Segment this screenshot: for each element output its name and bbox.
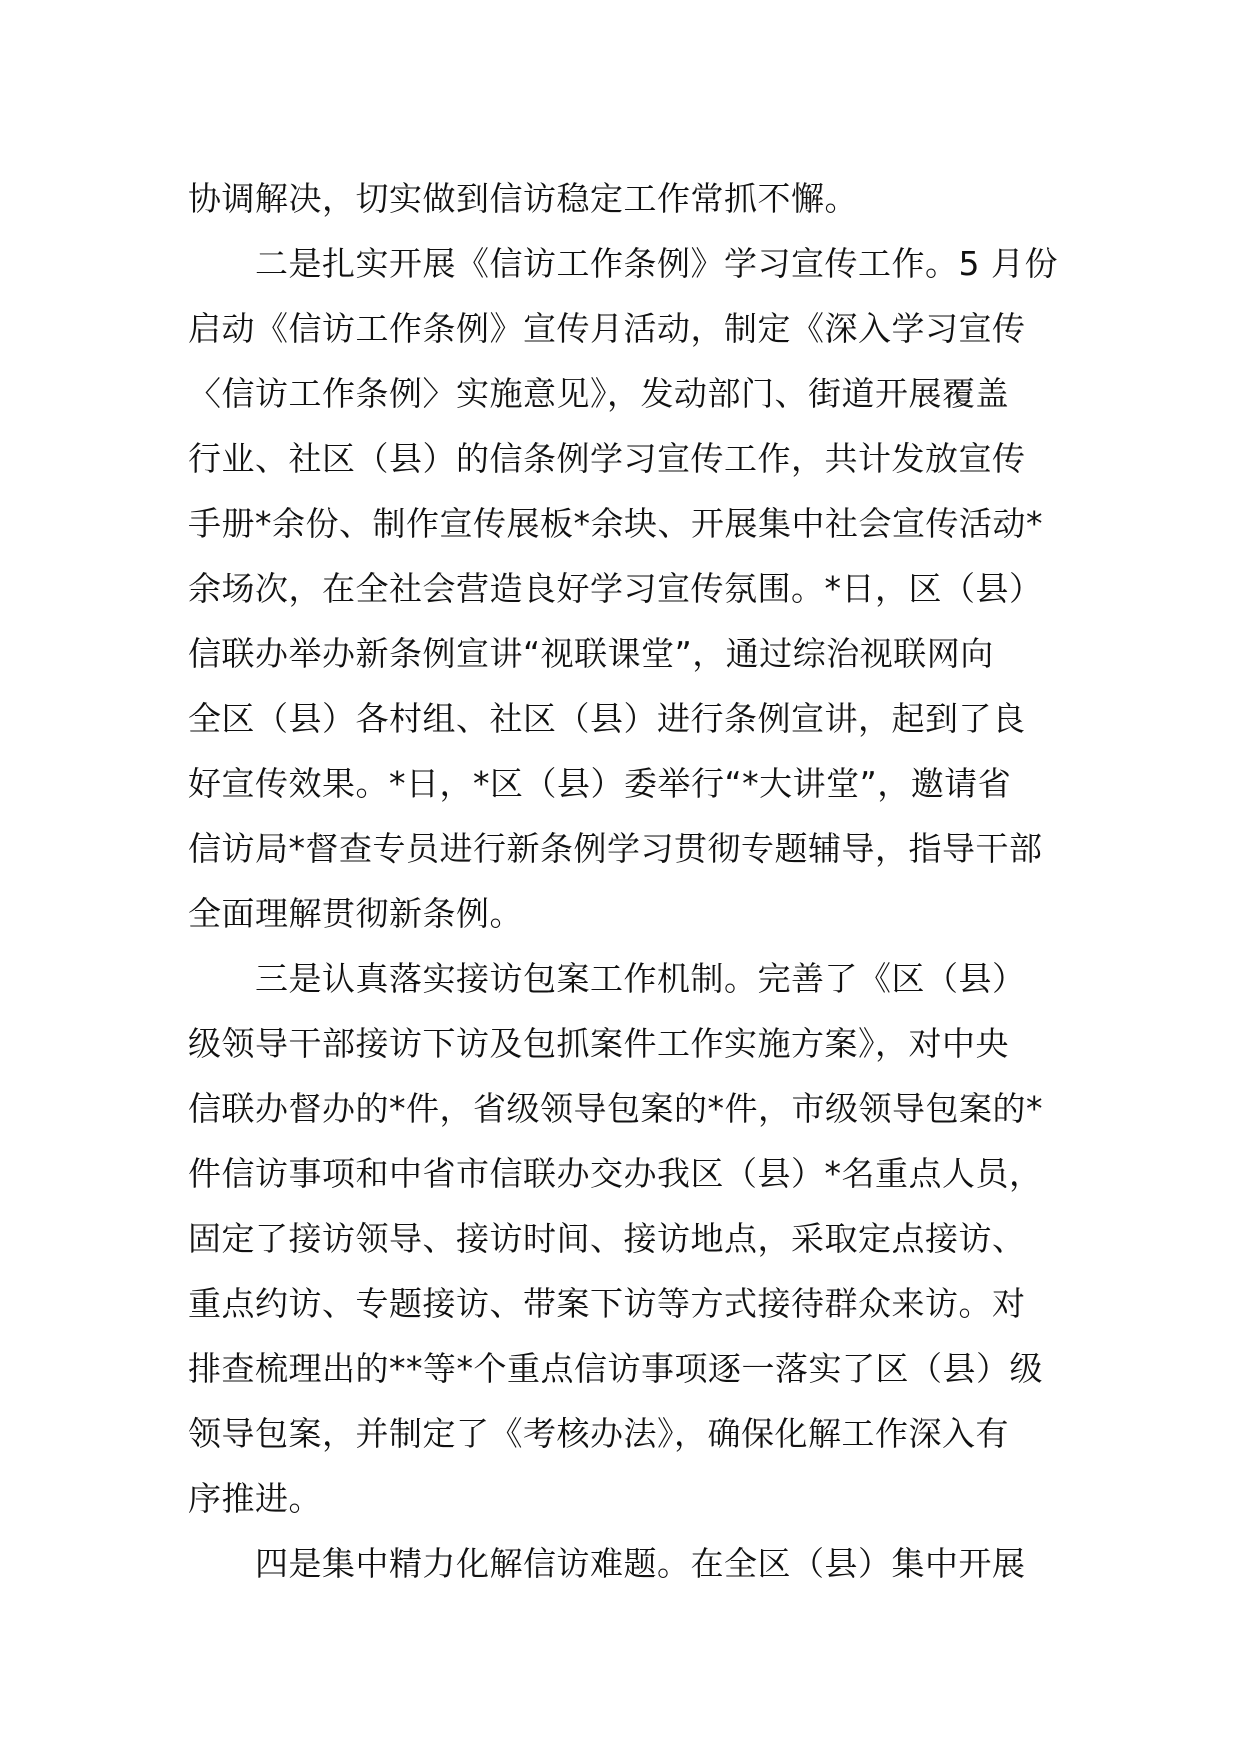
paragraph-first-line: 四是集中精力化解信访难题。在全区（县）集中开展 bbox=[255, 1544, 1026, 1583]
text-line: 信访局*督查专员进行新条例学习贯彻专题辅导，指导干部 bbox=[188, 829, 1043, 868]
text-line: 全区（县）各村组、社区（县）进行条例宣讲，起到了良 bbox=[188, 699, 1026, 738]
text-line: 信联办举办新条例宣讲“视联课堂”，通过综治视联网向 bbox=[188, 634, 994, 673]
text-line: 〈信访工作条例〉实施意见》，发动部门、街道开展覆盖 bbox=[188, 374, 1009, 413]
text-line: 余场次，在全社会营造良好学习宣传氛围。*日，区（县） bbox=[188, 569, 1043, 608]
text-line: 重点约访、专题接访、带案下访等方式接待群众来访。对 bbox=[188, 1284, 1026, 1323]
text-line: 手册*余份、制作宣传展板*余块、开展集中社会宣传活动* bbox=[188, 504, 1043, 543]
text-line: 好宣传效果。*日，*区（县）委举行“*大讲堂”，邀请省 bbox=[188, 764, 1012, 803]
text-line: 启动《信访工作条例》宣传月活动，制定《深入学习宣传 bbox=[188, 309, 1026, 348]
text-line: 级领导干部接访下访及包抓案件工作实施方案》，对中央 bbox=[188, 1024, 1009, 1063]
text-line: 领导包案，并制定了《考核办法》，确保化解工作深入有 bbox=[188, 1414, 1009, 1453]
text-line: 件信访事项和中省市信联办交办我区（县）*名重点人员， bbox=[188, 1154, 1043, 1193]
text-line: 排查梳理出的**等*个重点信访事项逐一落实了区（县）级 bbox=[188, 1349, 1043, 1388]
text-line: 协调解决，切实做到信访稳定工作常抓不懈。 bbox=[188, 179, 858, 218]
text-line: 全面理解贯彻新条例。 bbox=[188, 894, 523, 933]
text-line: 信联办督办的*件，省级领导包案的*件，市级领导包案的* bbox=[188, 1089, 1043, 1128]
text-line: 行业、社区（县）的信条例学习宣传工作，共计发放宣传 bbox=[188, 439, 1026, 478]
paragraph-first-line: 三是认真落实接访包案工作机制。完善了《区（县） bbox=[255, 959, 1026, 998]
paragraph-first-line: 二是扎实开展《信访工作条例》学习宣传工作。5 月份 bbox=[255, 244, 1058, 283]
text-line: 序推进。 bbox=[188, 1479, 322, 1518]
text-line: 固定了接访领导、接访时间、接访地点，采取定点接访、 bbox=[188, 1219, 1026, 1258]
body-text bbox=[188, 166, 1058, 1596]
